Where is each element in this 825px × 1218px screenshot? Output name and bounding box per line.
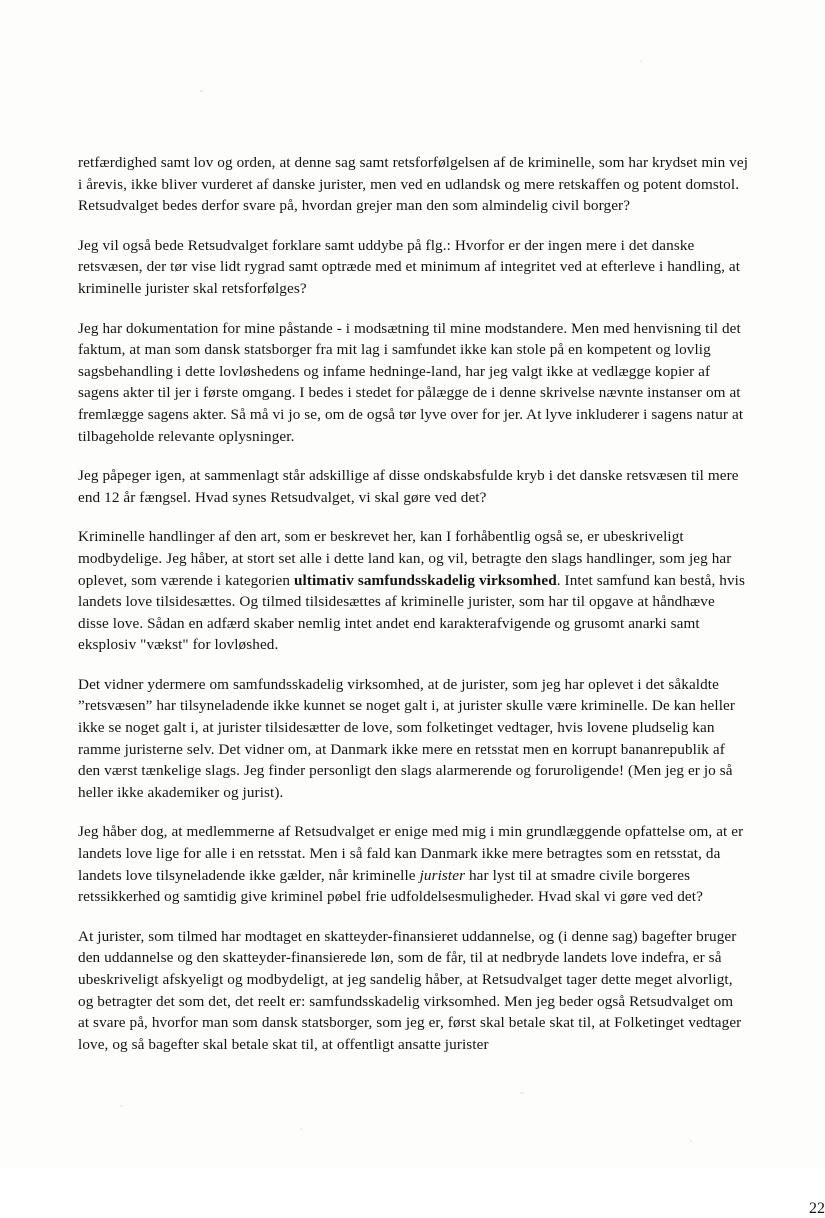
paragraph: Jeg vil også bede Retsudvalget forklare samt uddybe på flg.: Hvorfor er der ingen mere i det danske retsvæsen, der tør vise lidt rygrad samt optræde med et minimum af integritet ved at efterleve i handling, at kriminelle jurister skal retsforfølges? — [78, 236, 741, 297]
scan-speckle — [520, 1092, 524, 1094]
paragraph — [78, 526, 748, 656]
scan-speckle — [300, 1128, 302, 1130]
scan-speckle — [690, 1140, 692, 1142]
paragraph: Jeg påpeger igen, at sammenlagt står adskillige af disse ondskabsfulde kryb i det danske retsvæsen til mere end 12 år fængsel. Hvad synes Retsudvalget, vi skal gøre ved det? — [78, 467, 739, 506]
paragraph-run: har lyst til at smadre civile borgeres retssikkerhed og samtidig give kriminel pøbel frie udfoldelsesmuligheder. Hvad skal vi gøre ved det? — [78, 866, 703, 906]
scan-speckle — [120, 1105, 123, 1107]
paragraph-run: . Intet samfund kan bestå, hvis landets love tilsidesættes. Og tilmed tilsidesættes af kriminelle jurister, som har til opgave at håndhæve disse love. Sådan en adfærd skaber nemlig intet andet end karakterafvigende og grusomt anarki samt eksplosiv "vækst" for lovløshed. — [78, 571, 746, 654]
paragraph-run: Kriminelle handlinger af den art, som er beskrevet her, kan I forhåbentlig også se, er ubeskriveligt modbydelige. Jeg håber, at stort set alle i dette land kan, og vil, betragte den slags handlinger, som jeg har oplevet, som værende i kategorien — [78, 528, 732, 589]
paragraph: Det vidner ydermere om samfundsskadelig virksomhed, at de jurister, som jeg har oplevet i det såkaldte ”retsvæsen” har tilsyneladende ikke kunnet se noget galt i, at jurister skulle være kriminelle. De kan heller ikke se noget galt i, at jurister tilsidesætter de love, som folketinget vedtager, hvis lovene pludselig kan ramme juristerne selv. Det vidner om, at Danmark ikke mere en retsstat men en korrupt bananrepublik af den værst tænkelige slags. Jeg finder personligt den slags alarmerende og foruroligende! (Men jeg er jo så heller ikke akademiker og jurist). — [78, 675, 736, 801]
document-body — [78, 152, 825, 1217]
paragraph: retfærdighed samt lov og orden, at denne sag samt retsforfølgelsen af de kriminelle, som har krydset min vej i årevis, ikke bliver vurderet af danske jurister, men ved en udlandsk og mere retskaffen og potent domstol. Retsudvalget bedes derfor svare på, hvordan grejer man den som almindelig civil borger? — [78, 154, 749, 215]
scan-speckle — [640, 60, 642, 62]
page-number: 22 — [809, 1200, 825, 1217]
paragraph: Jeg har dokumentation for mine påstande - i modsætning til mine modstandere. Men med henvisning til det faktum, at man som dansk statsborger fra mit lag i samfundet ikke kan stole på en kompetent og lovlig sagsbehandling i dette lovløshedens og infame hedninge-land, har jeg valgt ikke at vedlægge kopier af sagens akter til jer i første omgang. I bedes i stedet for pålægge de i denne skrivelse nævnte instanser om at fremlægge sagens akter. Så må vi jo se, om de også tør lyve over for jer. At lyve inkluderer i sagens natur at tilbageholde relevante oplysninger. — [78, 319, 744, 445]
paragraph — [78, 821, 748, 907]
scan-speckle — [200, 90, 203, 92]
paragraph: At jurister, som tilmed har modtaget en skatteyder-finansieret uddannelse, og (i denne sag) bagefter bruger den uddannelse og den skatteyder-finansierede løn, som de får, til at nedbryde landets love indefra, er så ubeskriveligt afskyeligt og modbydeligt, at jeg sandelig håber, at Retsudvalget tager dette meget alvorligt, og betragter det som det, det reelt er: samfundsskadelig virksomhed. Men jeg beder også Retsudvalget om at svare på, hvorfor man som dansk statsborger, som jeg er, først skal betale skat til, at Folketinget vedtager love, og så bagefter skal betale skat til, at offentligt ansatte jurister — [78, 927, 742, 1053]
paragraph-run: Jeg håber dog, at medlemmerne af Retsudvalget er enige med mig i min grundlæggende opfattelse om, at er landets love lige for alle i en retsstat. Men i så fald kan Danmark ikke mere betragtes som en retsstat, da landets love tilsyneladende ikke gælder, når kriminelle — [78, 823, 744, 884]
paragraph-run-emphasis: jurister — [419, 866, 466, 884]
paragraph-run-emphasis: ultimativ samfundsskadelig virksomhed — [293, 571, 557, 589]
